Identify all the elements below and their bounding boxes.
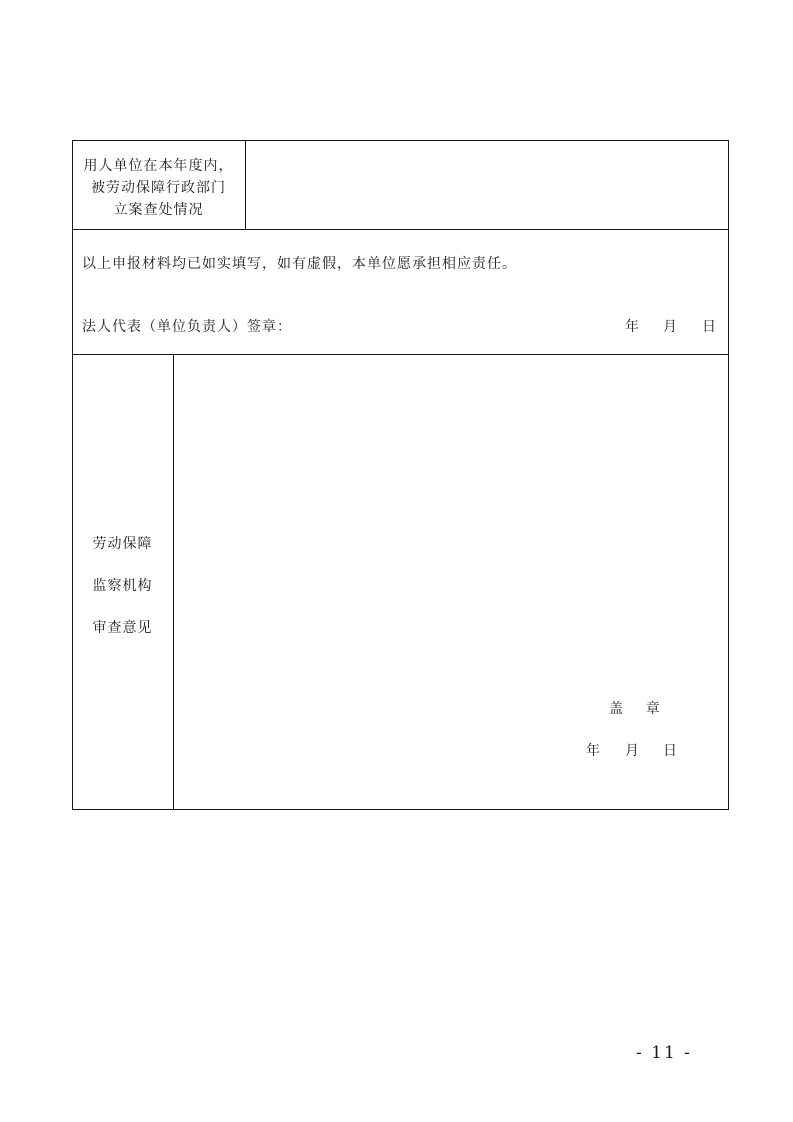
review-date-month: 月 [625, 743, 640, 759]
section1-label-line1: 用人单位在本年度内， [83, 158, 234, 174]
review-opinion-area[interactable] [174, 355, 728, 809]
signature-date-month: 月 [663, 319, 678, 335]
section1-label-line3: 立案查处情况 [113, 202, 204, 218]
row-divider-1 [72, 229, 729, 230]
review-date-year: 年 [586, 743, 601, 759]
review-date-day: 日 [663, 743, 678, 759]
section1-value-cell[interactable] [246, 141, 728, 229]
signature-date-year: 年 [625, 319, 640, 335]
section1-label-line2: 被劳动保障行政部门 [91, 180, 226, 196]
signature-label: 法人代表（单位负责人）签章： [82, 319, 292, 335]
seal-label: 盖 章 [609, 701, 661, 717]
signature-date-day: 日 [702, 319, 717, 335]
page-number: - 11 - [636, 1043, 692, 1063]
section3-label-line1: 劳动保障 [92, 536, 153, 552]
section3-label-line2: 监察机构 [92, 578, 153, 594]
declaration-text: 以上申报材料均已如实填写，如有虚假，本单位愿承担相应责任。 [82, 256, 517, 272]
section3-label-line3: 审查意见 [92, 620, 153, 636]
